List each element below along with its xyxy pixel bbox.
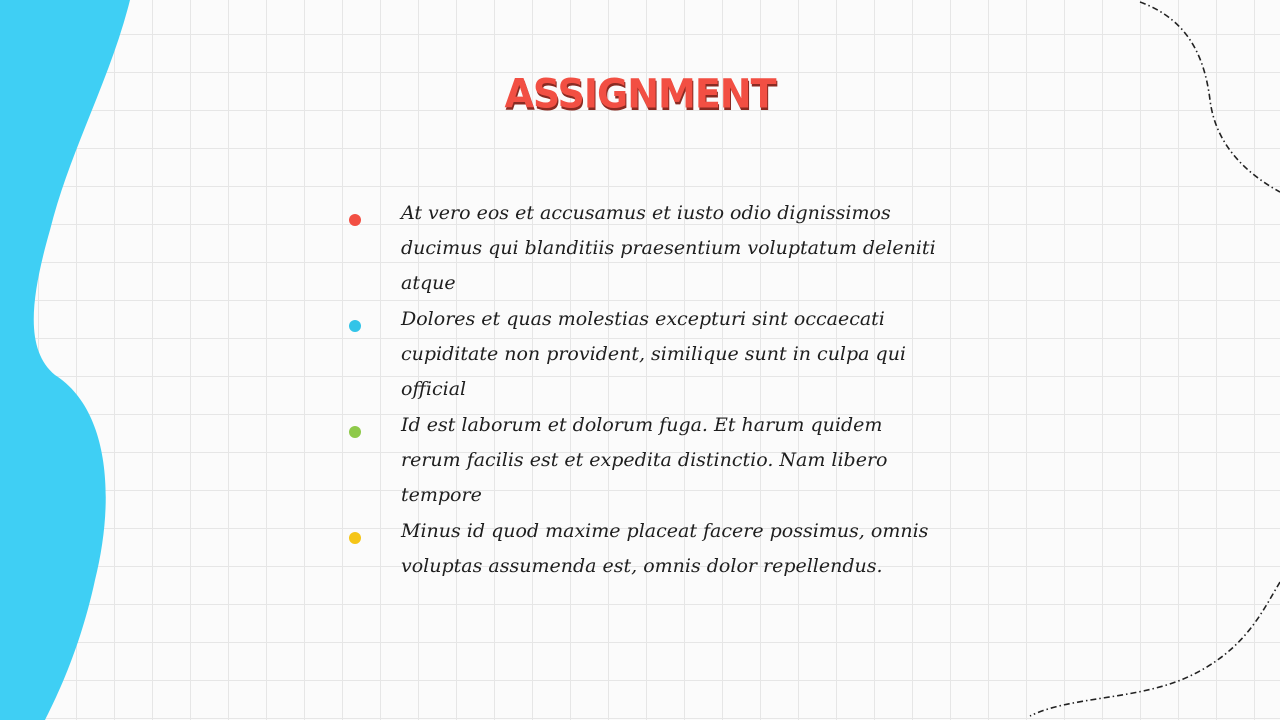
list-item-text: Minus id quod maxime placeat facere possimus, omnis voluptas assumenda est, omnis dolor repellendus. [401, 520, 929, 577]
list-item-text: At vero eos et accusamus et iusto odio dignissimos ducimus qui blanditiis praesentium voluptatum deleniti atque [401, 202, 936, 294]
bullet-dot-yellow [349, 532, 361, 544]
list-item [344, 514, 944, 620]
bullet-dot-blue [349, 320, 361, 332]
bullet-dot-red [349, 214, 361, 226]
list-item [344, 302, 944, 408]
list-item [344, 196, 944, 302]
bullet-dot-green [349, 426, 361, 438]
list-item-text: Id est laborum et dolorum fuga. Et harum quidem rerum facilis est et expedita distinctio. Nam libero tempore [401, 414, 888, 506]
list-item [344, 408, 944, 514]
bullet-list [344, 196, 944, 620]
list-item-text: Dolores et quas molestias excepturi sint occaecati cupiditate non provident, similique sunt in culpa qui official [401, 308, 907, 400]
slide-title: ASSIGNMENT [504, 70, 776, 118]
